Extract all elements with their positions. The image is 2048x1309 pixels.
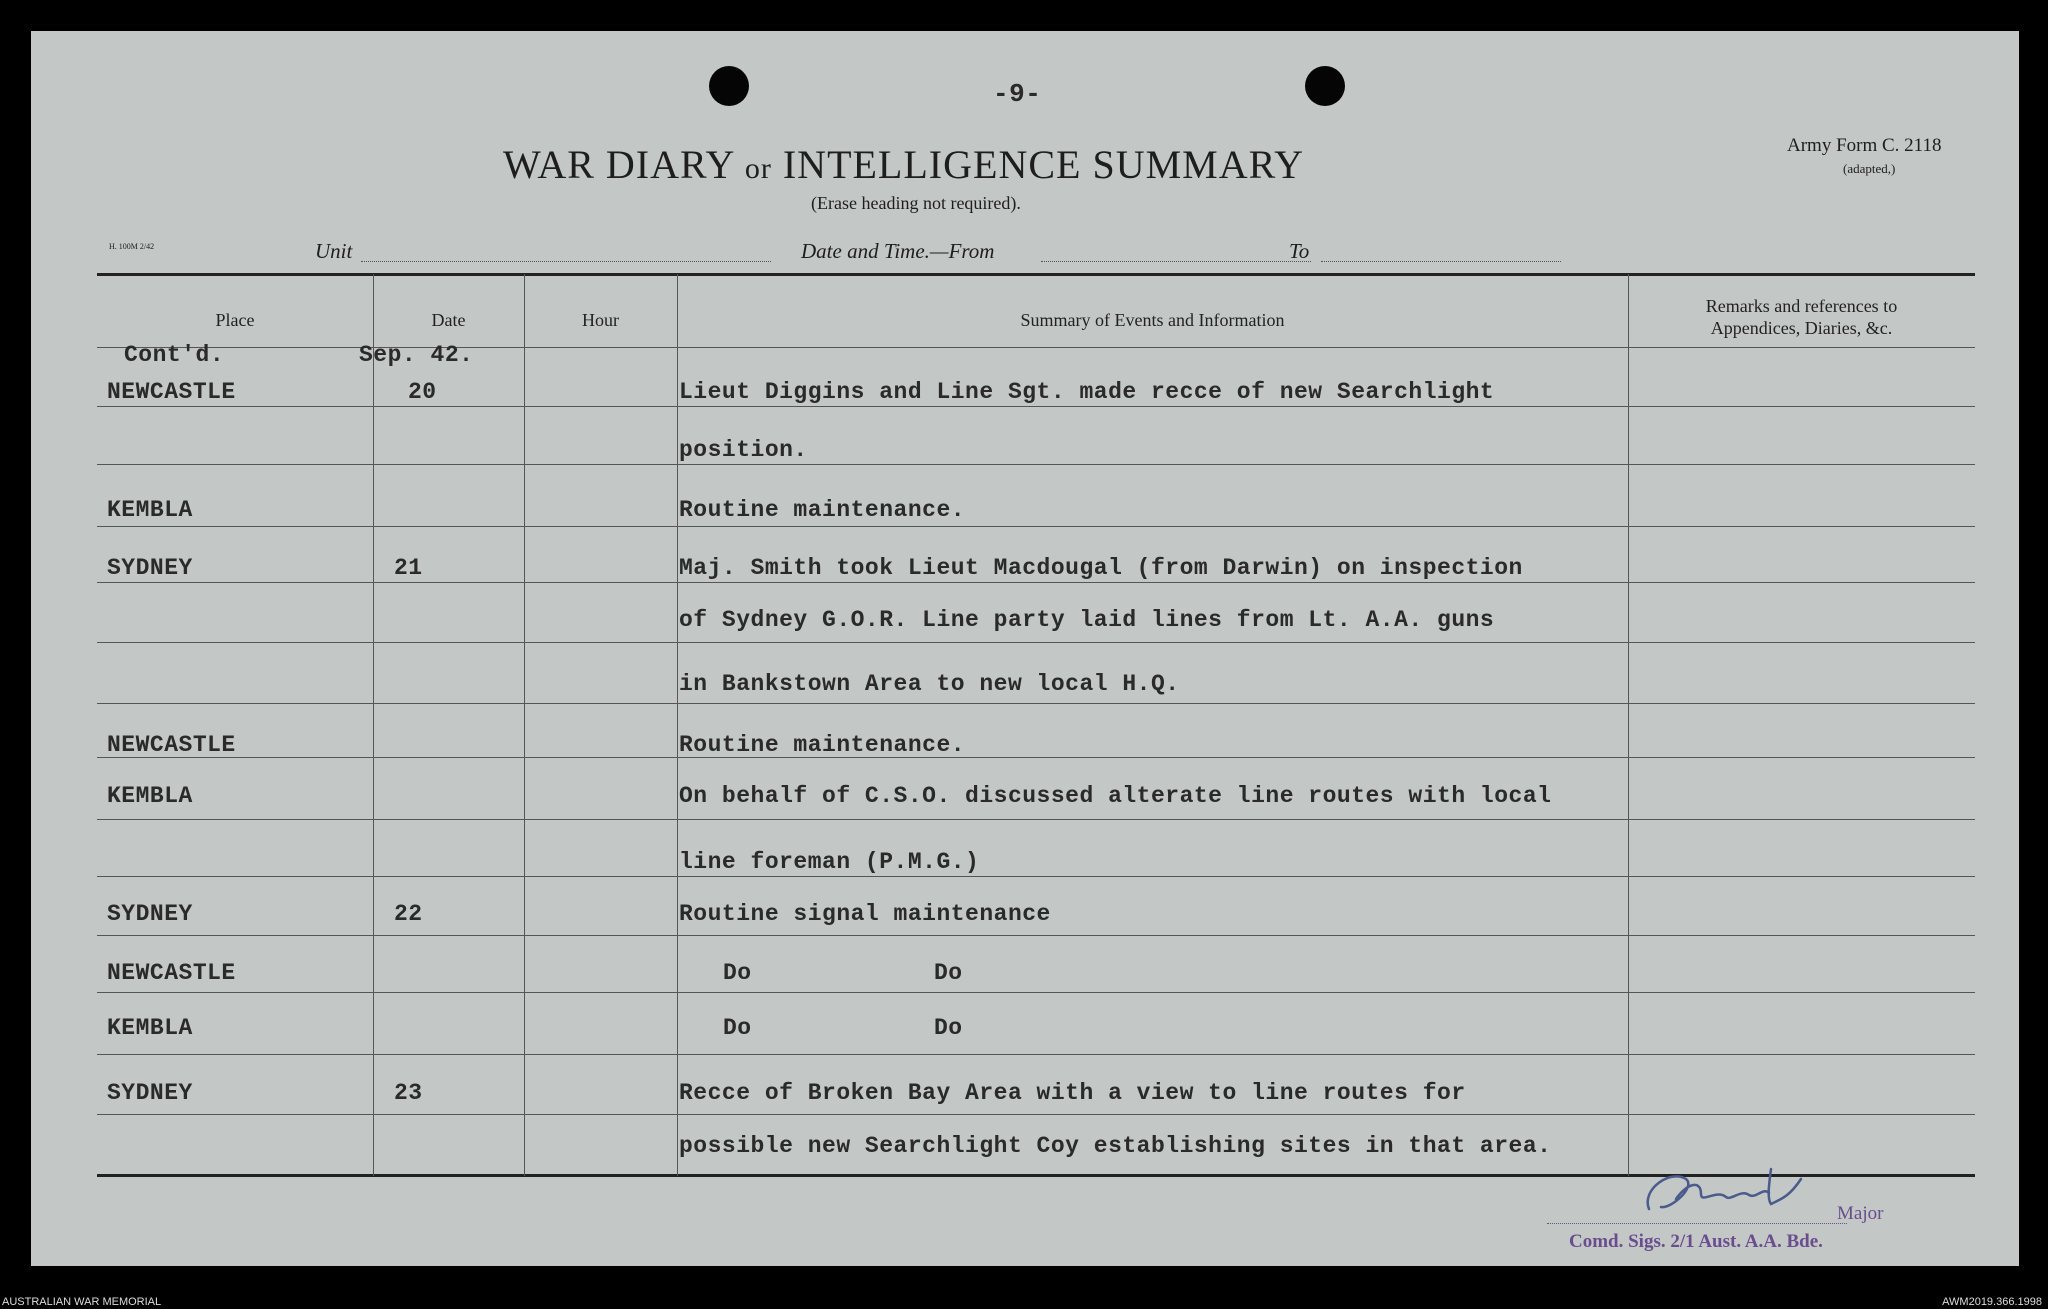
entry-summary: possible new Searchlight Coy establishing sites in that area.: [679, 1133, 1552, 1159]
entry-place: SYDNEY: [107, 555, 193, 581]
entry-ditto: Do: [934, 960, 963, 986]
entry-ditto: Do: [723, 960, 752, 986]
entry-summary: of Sydney G.O.R. Line party laid lines from Lt. A.A. guns: [679, 607, 1495, 633]
row-rule: [97, 464, 1975, 465]
row-rule: [97, 757, 1975, 758]
row-rule: [97, 642, 1975, 643]
entry-summary: Maj. Smith took Lieut Macdougal (from Darwin) on inspection: [679, 555, 1523, 581]
entry-date: 23: [394, 1080, 423, 1106]
diary-sheet: [31, 31, 2019, 1266]
entry-ditto: Do: [934, 1015, 963, 1041]
title-part2: INTELLIGENCE SUMMARY: [782, 142, 1304, 187]
entry-summary: Routine maintenance.: [679, 497, 966, 523]
entry-summary: Routine maintenance.: [679, 732, 966, 758]
punch-hole-left: [709, 66, 749, 106]
entry-place: Cont'd.: [124, 342, 225, 368]
row-rule: [97, 819, 1975, 820]
entry-summary: line foreman (P.M.G.): [679, 849, 980, 875]
entry-summary: Lieut Diggins and Line Sgt. made recce of new Searchlight: [679, 379, 1495, 405]
entry-date: 22: [394, 901, 423, 927]
entry-summary: in Bankstown Area to new local H.Q.: [679, 671, 1180, 697]
col-divider-summary-remarks: [1628, 274, 1629, 1176]
to-label: To: [1289, 239, 1310, 263]
army-form-adapted: (adapted,): [1843, 161, 1896, 176]
col-header-date: Date: [431, 310, 466, 330]
title-or: or: [744, 152, 772, 185]
footer-left: AUSTRALIAN WAR MEMORIAL: [2, 1296, 162, 1308]
col-header-place: Place: [215, 310, 255, 330]
col-header-summary: Summary of Events and Information: [1020, 310, 1285, 330]
form-title: [503, 141, 1304, 188]
entry-place: NEWCASTLE: [107, 960, 236, 986]
entry-date: Sep. 42.: [359, 342, 474, 368]
entry-place: KEMBLA: [107, 497, 193, 523]
col-divider-place-date: [373, 274, 374, 1176]
unit-line: [361, 261, 771, 262]
entry-place: SYDNEY: [107, 1080, 193, 1106]
entry-summary: On behalf of C.S.O. discussed alterate line routes with local: [679, 783, 1552, 809]
signature-stamp: Comd. Sigs. 2/1 Aust. A.A. Bde.: [1569, 1231, 1823, 1252]
date-to-line: [1321, 261, 1561, 262]
row-rule: [97, 992, 1975, 993]
footer-right: AWM2019.366.1998: [1942, 1296, 2042, 1308]
row-rule: [97, 1054, 1975, 1055]
col-header-remarks: [1628, 295, 1975, 339]
row-rule: [97, 526, 1975, 527]
col-divider-date-hour: [524, 274, 525, 1176]
entry-ditto: Do: [723, 1015, 752, 1041]
army-form-number: Army Form C. 2118: [1787, 135, 1942, 156]
entry-summary: position.: [679, 437, 808, 463]
punch-hole-right: [1305, 66, 1345, 106]
entry-date: 21: [394, 555, 423, 581]
col-header-remarks-line2: Appendices, Diaries, &c.: [1710, 318, 1893, 338]
row-rule: [97, 876, 1975, 877]
row-rule: [97, 582, 1975, 583]
entry-place: NEWCASTLE: [107, 379, 236, 405]
entry-place: NEWCASTLE: [107, 732, 236, 758]
row-rule: [97, 1114, 1975, 1115]
date-from-line: [1041, 261, 1311, 262]
unit-label: Unit: [315, 239, 353, 263]
date-time-label: Date and Time.—From: [801, 239, 995, 263]
entry-place: KEMBLA: [107, 783, 193, 809]
form-subtitle: (Erase heading not required).: [811, 193, 1021, 213]
entry-summary: Recce of Broken Bay Area with a view to line routes for: [679, 1080, 1466, 1106]
entry-summary: Routine signal maintenance: [679, 901, 1051, 927]
page-number: -9-: [993, 79, 1042, 109]
row-rule: [97, 406, 1975, 407]
signature-mark: [1631, 1159, 1831, 1229]
signature-rank: Major: [1837, 1203, 1884, 1224]
entry-place: SYDNEY: [107, 901, 193, 927]
entry-place: KEMBLA: [107, 1015, 193, 1041]
col-divider-hour-summary: [677, 274, 678, 1176]
title-part1: WAR DIARY: [503, 142, 734, 187]
row-rule: [97, 703, 1975, 704]
col-header-hour: Hour: [582, 310, 619, 330]
col-header-remarks-line1: Remarks and references to: [1705, 296, 1898, 316]
row-rule: [97, 935, 1975, 936]
signature-rule: [1547, 1223, 1847, 1224]
table-top-border: [97, 273, 1975, 276]
entry-date: 20: [408, 379, 437, 405]
print-code: H. 100M 2/42: [109, 242, 155, 251]
